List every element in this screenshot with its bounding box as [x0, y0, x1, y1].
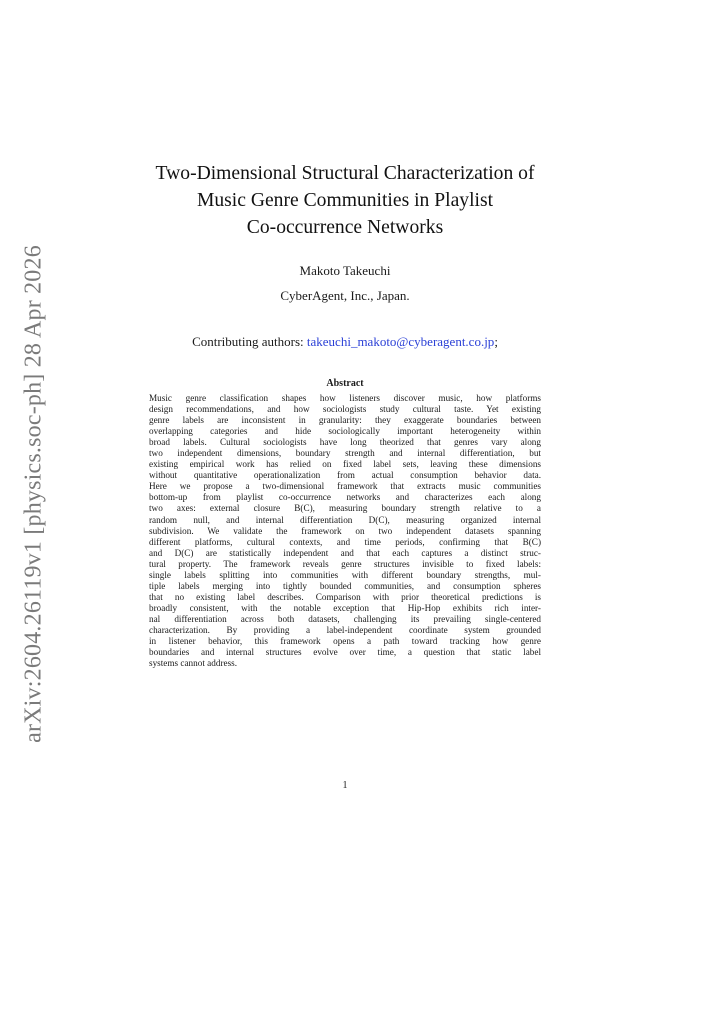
abstract-line: Music genre classification shapes how listeners discover music, how platforms [149, 393, 541, 403]
contributing-label: Contributing authors: [192, 334, 307, 349]
abstract-line: existing empirical work has relied on fixed label sets, leaving these dimensions [149, 459, 541, 470]
abstract-line: systems cannot address. [149, 658, 238, 669]
paper-title [100, 160, 590, 241]
arxiv-identifier-text: arXiv:2604.26119v1 [physics.soc-ph] 28 Apr 2026 [20, 245, 47, 743]
abstract-line: design recommendations, and how sociologists study cultural taste. Yet existing [149, 404, 541, 415]
abstract-heading: Abstract [326, 378, 364, 389]
contributing-suffix: ; [494, 334, 498, 349]
abstract-line: tural property. The framework reveals genre structures invisible to fixed labels: [149, 558, 541, 569]
page-number: 1 [342, 780, 348, 791]
author-name: Makoto Takeuchi [299, 263, 391, 278]
abstract-line: broadly consistent, with the notable exception that Hip-Hop exhibits rich inter- [149, 602, 541, 613]
abstract-line: bottom-up from playlist co-occurrence networks and characterizes each along [149, 492, 541, 503]
abstract-line: different platforms, cultural contexts, and time periods, confirming that B(C) [149, 536, 541, 547]
abstract-line: in listener behavior, this framework opens a path toward tracking how genre [149, 636, 541, 647]
abstract-line: and D(C) are statistically independent and that each captures a distinct struc- [149, 547, 541, 558]
author-affiliation: CyberAgent, Inc., Japan. [280, 288, 410, 303]
abstract-line: random null, and internal differentiation D(C), measuring organized internal [149, 514, 541, 525]
title-line-3: Co-occurrence Networks [246, 217, 444, 238]
abstract-body [149, 393, 541, 669]
abstract-line: Here we propose a two-dimensional framework that extracts music communities [149, 481, 541, 492]
abstract-line: nal differentiation across both datasets, challenging its prevailing single-centered [149, 613, 541, 624]
abstract-line: subdivision. We validate the framework on two independent datasets spanning [149, 525, 541, 536]
title-line-1: Two-Dimensional Structural Characterization of [155, 163, 535, 184]
contributing-authors [100, 334, 590, 350]
abstract-line: characterization. By providing a label-independent coordinate system grounded [149, 624, 541, 635]
abstract-line: two independent dimensions, boundary strength and internal differentiation, but [149, 448, 541, 459]
abstract-line: broad labels. Cultural sociologists have long theorized that genres vary along [149, 437, 541, 448]
abstract-line: tiple labels merging into tightly bounded communities, and consumption spheres [149, 580, 541, 591]
abstract-line: overlapping categories and hide sociologically important heterogeneity within [149, 426, 541, 437]
title-line-2: Music Genre Communities in Playlist [196, 190, 494, 211]
abstract-line: two axes: external closure B(C), measuring boundary strength relative to a [149, 503, 541, 514]
abstract-line: boundaries and internal structures evolve over time, a question that static label [149, 647, 541, 658]
author-email-link[interactable]: takeuchi_makoto@cyberagent.co.jp [306, 334, 495, 349]
abstract-line: that no existing label describes. Comparison with prior theoretical predictions is [149, 591, 541, 602]
abstract-line: single labels splitting into communities with different boundary strengths, mul- [149, 569, 541, 580]
abstract-line: without quantitative operationalization from actual consumption behavior data. [149, 470, 541, 481]
abstract-line: genre labels are inconsistent in granularity: they exaggerate boundaries between [149, 415, 541, 426]
